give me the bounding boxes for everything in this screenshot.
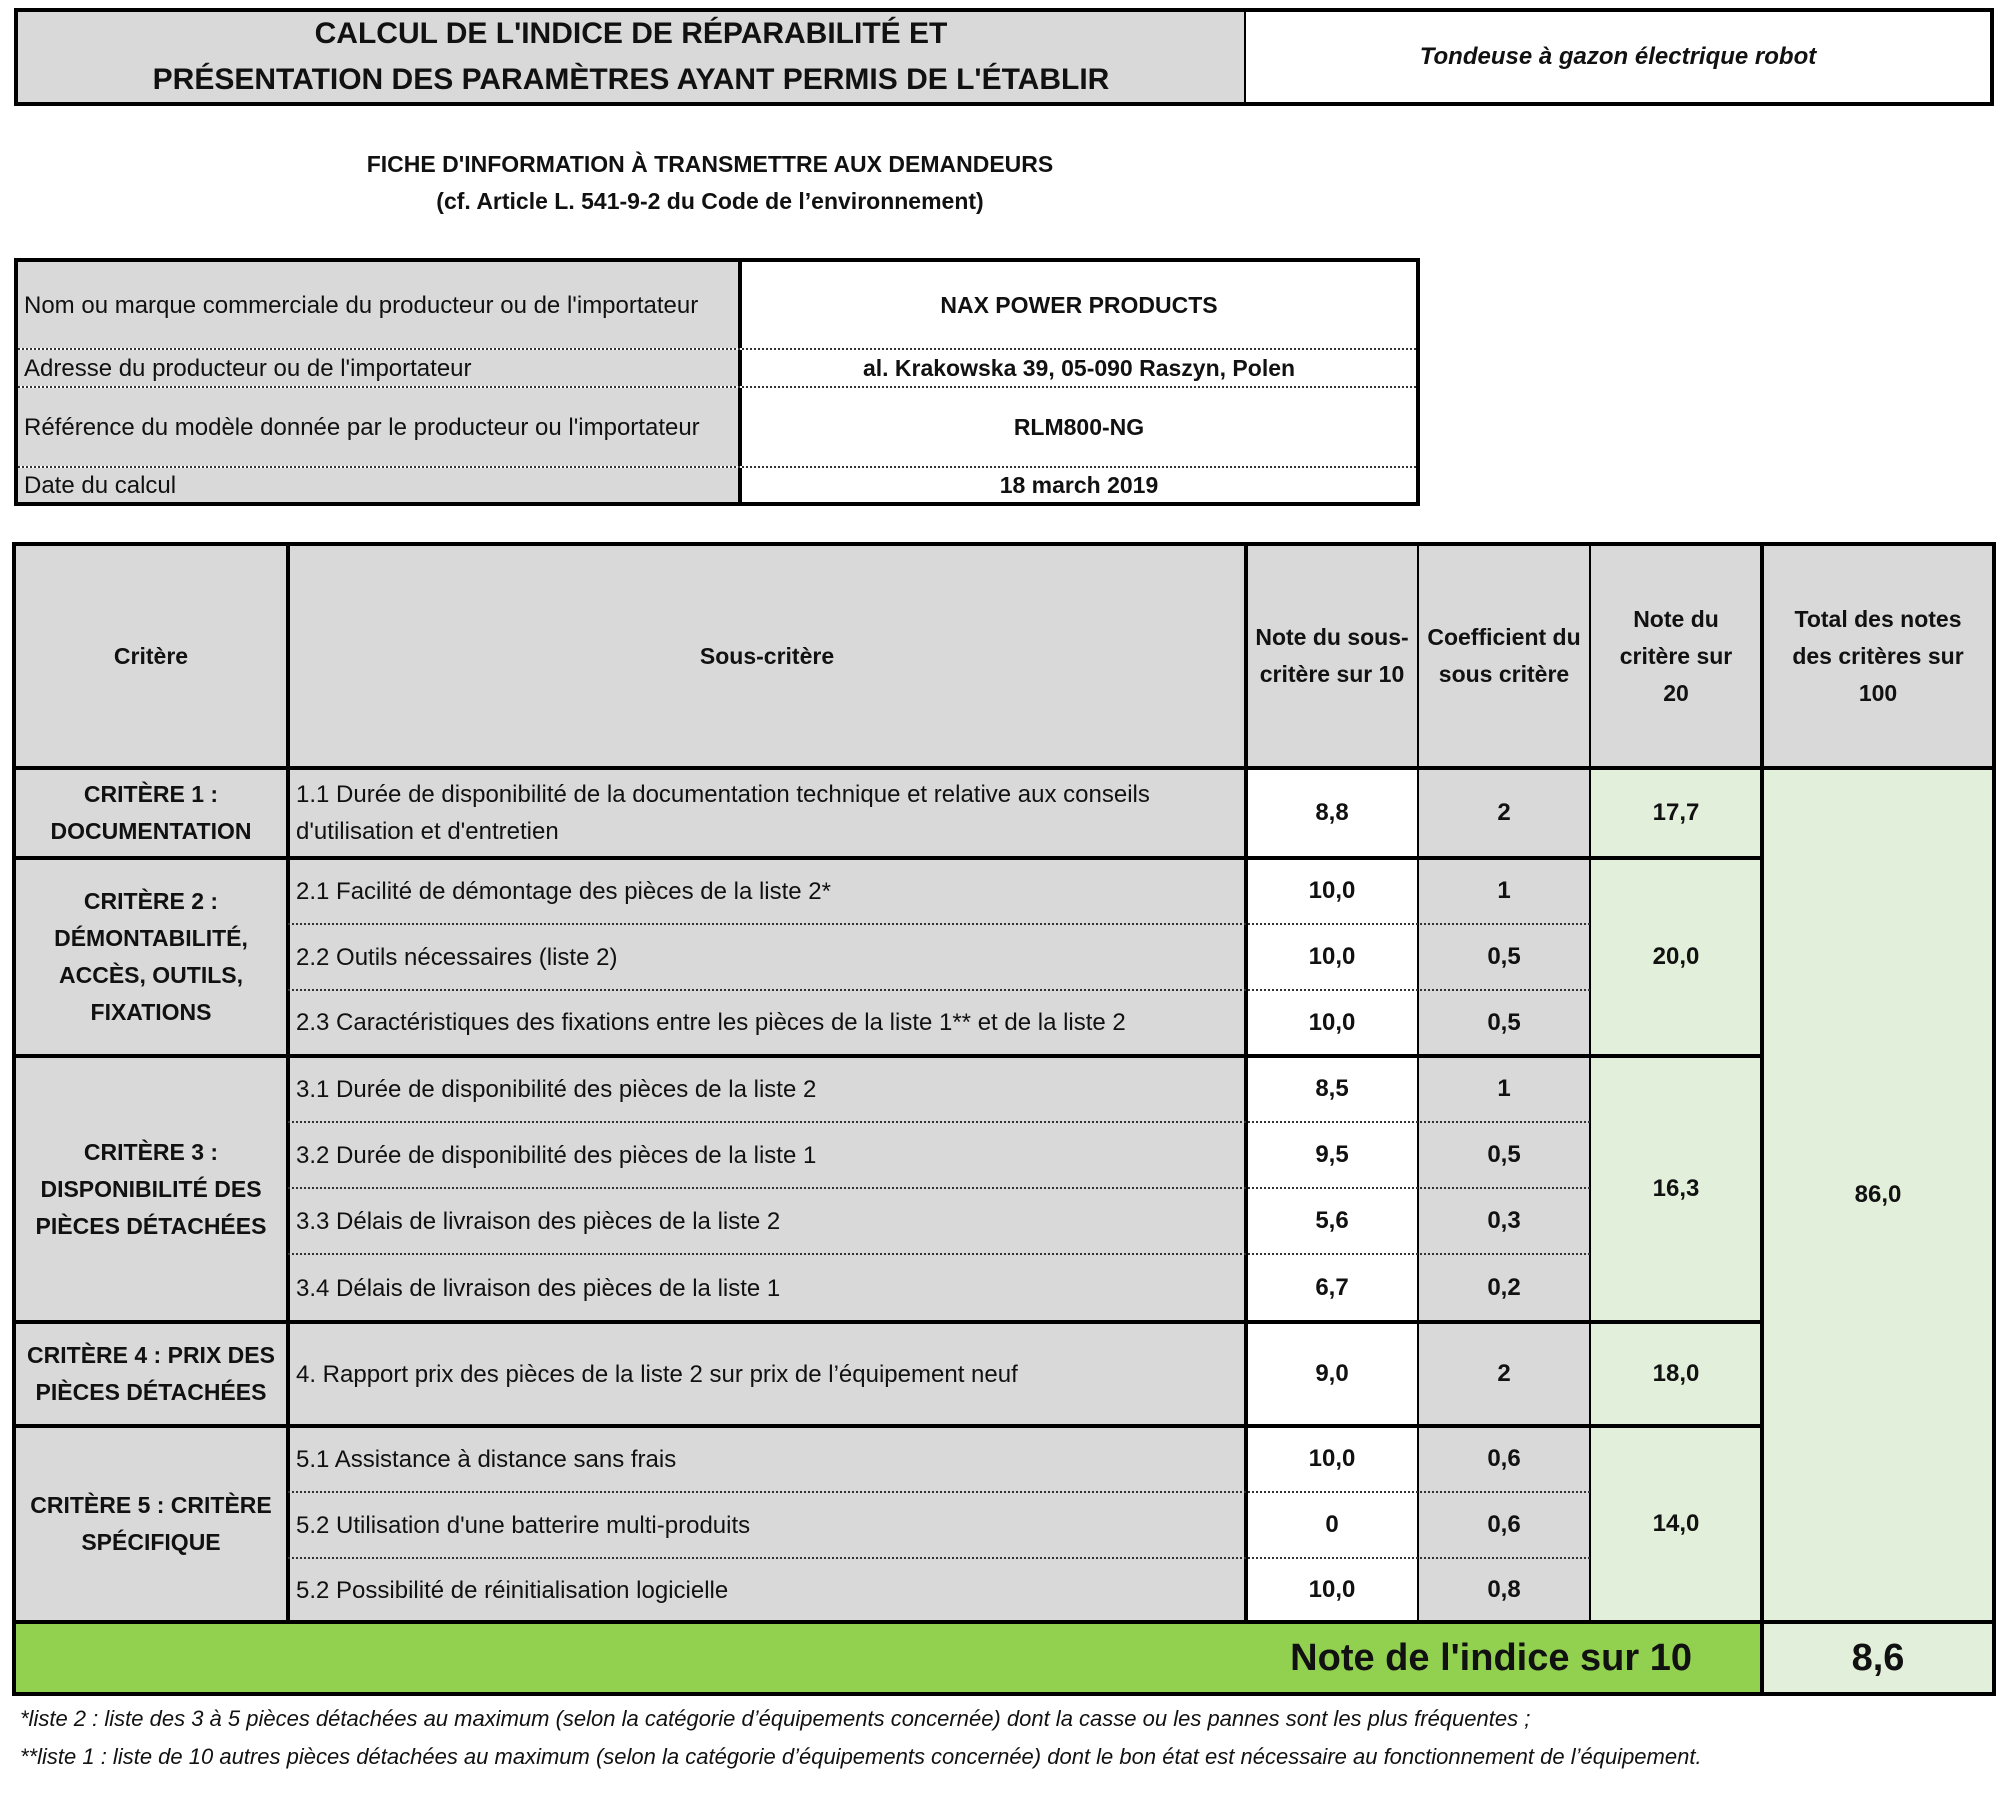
- grid-line: [12, 1054, 1764, 1058]
- subcriterion-text: 5.1 Assistance à distance sans frais: [296, 1445, 677, 1473]
- index-label: [14, 1622, 1762, 1694]
- grid-line: [1244, 544, 1248, 1622]
- producer-info-table: [14, 258, 1420, 506]
- subcriterion-coef: 0,5: [1418, 924, 1590, 990]
- subcriterion-note: 10,0: [1246, 1558, 1418, 1622]
- info-row-address: [18, 350, 1416, 388]
- subcriterion-note: 10,0: [1246, 924, 1418, 990]
- criterion-1-score: 17,7: [1590, 768, 1762, 858]
- grid-line: [12, 1424, 1764, 1428]
- header-sous-critere-text: Sous-critère: [699, 642, 835, 669]
- subcriterion-coef: 0,6: [1418, 1426, 1590, 1492]
- subcriterion-label: [288, 1122, 1246, 1188]
- subcriterion-note: 9,5: [1246, 1122, 1418, 1188]
- header-total-text: Total des notes des critères sur 100: [1792, 605, 1964, 706]
- criterion-3-score: 16,3: [1590, 1056, 1762, 1322]
- index-label-text: Note de l'indice sur 10: [1290, 1636, 1692, 1679]
- subcriterion-text: 5.2 Possibilité de réinitialisation logicielle: [296, 1576, 729, 1604]
- report-title-line2: PRÉSENTATION DES PARAMÈTRES AYANT PERMIS DE L'ÉTABLIR: [152, 63, 1110, 96]
- header-total: [1762, 544, 1994, 768]
- subcriterion-label: [288, 768, 1246, 858]
- info-value: NAX POWER PRODUCTS: [742, 262, 1416, 348]
- subcriterion-text: 5.2 Utilisation d'une batterire multi-produits: [296, 1511, 751, 1539]
- subcriterion-coef: 0,5: [1418, 990, 1590, 1056]
- subcriterion-label: [288, 924, 1246, 990]
- grid-line: [288, 1187, 1590, 1189]
- subcriterion-coef: 1: [1418, 1056, 1590, 1122]
- subcriterion-note: 0: [1246, 1492, 1418, 1558]
- header-coef-text: Coefficient du sous critère: [1427, 624, 1581, 687]
- header-note-sous: [1246, 544, 1418, 768]
- subcriterion-label: [288, 858, 1246, 924]
- footnote-liste-1: **liste 1 : liste de 10 autres pièces détachées au maximum (selon la catégorie d’équipements concernée) dont le bon état est nécessaire au fonctionnement de l’équipement.: [20, 1744, 1702, 1769]
- fiche-subtitle: [200, 146, 1220, 220]
- criterion-4: [14, 1322, 288, 1426]
- subcriterion-coef: 2: [1418, 1322, 1590, 1426]
- subcriterion-note: 10,0: [1246, 858, 1418, 924]
- criterion-name: CRITÈRE 4 : PRIX DES PIÈCES DÉTACHÉES: [27, 1342, 275, 1405]
- criterion-2-score: 20,0: [1590, 858, 1762, 1056]
- index-value: 8,6: [1762, 1622, 1994, 1694]
- fiche-line2: (cf. Article L. 541-9-2 du Code de l’environnement): [436, 188, 984, 214]
- subcriterion-label: [288, 1492, 1246, 1558]
- criterion-1: [14, 768, 288, 858]
- criterion-2: [14, 858, 288, 1056]
- info-value: al. Krakowska 39, 05-090 Raszyn, Polen: [742, 350, 1416, 386]
- grid-line: [12, 1692, 1996, 1696]
- subcriterion-note: 10,0: [1246, 1426, 1418, 1492]
- grid-line: [288, 989, 1590, 991]
- subcriterion-note: 10,0: [1246, 990, 1418, 1056]
- fiche-line1: FICHE D'INFORMATION À TRANSMETTRE AUX DEMANDEURS: [366, 151, 1054, 177]
- footnote-liste-2: *liste 2 : liste des 3 à 5 pièces détachées au maximum (selon la catégorie d’équipements concernée) dont la casse ou les pannes sont les plus fréquentes ;: [20, 1706, 1531, 1731]
- grid-line: [288, 923, 1590, 925]
- subcriterion-label: [288, 1056, 1246, 1122]
- report-title: [14, 8, 1246, 106]
- criterion-4-score: 18,0: [1590, 1322, 1762, 1426]
- subcriterion-text: 3.1 Durée de disponibilité des pièces de la liste 2: [296, 1075, 817, 1103]
- grid-line: [12, 1320, 1764, 1324]
- criterion-3: [14, 1056, 288, 1322]
- grid-line: [1417, 544, 1419, 1622]
- info-row-date: [18, 468, 1416, 502]
- subcriterion-text: 1.1 Durée de disponibilité de la documentation technique et relative aux conseils d'utilisation et d'entretien: [296, 781, 1150, 845]
- info-value: 18 march 2019: [742, 468, 1416, 502]
- subcriterion-text: 2.1 Facilité de démontage des pièces de la liste 2*: [296, 877, 831, 905]
- subcriterion-text: 3.4 Délais de livraison des pièces de la liste 1: [296, 1274, 781, 1302]
- grid-line: [12, 766, 1996, 770]
- info-row-brand: [18, 262, 1416, 350]
- subcriterion-label: [288, 990, 1246, 1056]
- subcriterion-text: 2.2 Outils nécessaires (liste 2): [296, 943, 618, 971]
- subcriterion-coef: 0,6: [1418, 1492, 1590, 1558]
- header-note-critere: [1590, 544, 1762, 768]
- header-note-sous-text: Note du sous-critère sur 10: [1255, 624, 1409, 687]
- subcriterion-coef: 0,2: [1418, 1254, 1590, 1322]
- subcriterion-coef: 0,8: [1418, 1558, 1590, 1622]
- info-label: Nom ou marque commerciale du producteur ou de l'importateur: [18, 262, 742, 348]
- header-sous-critere: [288, 544, 1246, 768]
- product-type-text: Tondeuse à gazon électrique robot: [1419, 43, 1817, 70]
- header-critere-text: Critère: [113, 642, 189, 669]
- grid-line: [288, 1557, 1590, 1559]
- subcriterion-coef: 2: [1418, 768, 1590, 858]
- subcriterion-text: 4. Rapport prix des pièces de la liste 2 sur prix de l’équipement neuf: [296, 1360, 1018, 1388]
- grid-line: [286, 544, 290, 1622]
- subcriterion-text: 3.2 Durée de disponibilité des pièces de la liste 1: [296, 1141, 817, 1169]
- subcriterion-note: 6,7: [1246, 1254, 1418, 1322]
- grid-line: [12, 544, 16, 1694]
- header-note-critere-text: Note du critère sur 20: [1619, 605, 1733, 706]
- info-label: Adresse du producteur ou de l'importateur: [18, 350, 742, 386]
- criterion-name: CRITÈRE 2 : DÉMONTABILITÉ, ACCÈS, OUTILS, FIXATIONS: [54, 888, 248, 1025]
- criterion-name: CRITÈRE 1 : DOCUMENTATION: [50, 781, 252, 844]
- subcriterion-text: 3.3 Délais de livraison des pièces de la liste 2: [296, 1207, 781, 1235]
- subcriterion-note: 9,0: [1246, 1322, 1418, 1426]
- subcriterion-label: [288, 1558, 1246, 1622]
- product-type: [1244, 8, 1994, 106]
- subcriterion-label: [288, 1254, 1246, 1322]
- subcriterion-label: [288, 1188, 1246, 1254]
- info-value: RLM800-NG: [742, 388, 1416, 466]
- subcriterion-text: 2.3 Caractéristiques des fixations entre les pièces de la liste 1** et de la liste 2: [296, 1009, 1126, 1036]
- header-coef: [1418, 544, 1590, 768]
- grid-line: [1992, 544, 1996, 1694]
- grid-line: [288, 1253, 1590, 1255]
- grid-line: [1760, 544, 1764, 1694]
- grid-line: [288, 1491, 1590, 1493]
- grid-line: [288, 1121, 1590, 1123]
- subcriterion-label: [288, 1426, 1246, 1492]
- grid-line: [12, 542, 1996, 546]
- subcriterion-label: [288, 1322, 1246, 1426]
- criterion-5: [14, 1426, 288, 1622]
- criterion-5-score: 14,0: [1590, 1426, 1762, 1622]
- info-label: Référence du modèle donnée par le producteur ou l'importateur: [18, 388, 742, 466]
- subcriterion-note: 8,8: [1246, 768, 1418, 858]
- header-critere: [14, 544, 288, 768]
- info-label: Date du calcul: [18, 468, 742, 502]
- subcriterion-note: 5,6: [1246, 1188, 1418, 1254]
- subcriterion-coef: 0,5: [1418, 1122, 1590, 1188]
- criterion-name: CRITÈRE 5 : CRITÈRE SPÉCIFIQUE: [30, 1492, 272, 1555]
- report-title-line1: CALCUL DE L'INDICE DE RÉPARABILITÉ ET: [314, 17, 948, 50]
- grid-line: [1589, 544, 1591, 1622]
- info-row-model: [18, 388, 1416, 468]
- footnotes: [20, 1700, 1980, 1776]
- subcriterion-note: 8,5: [1246, 1056, 1418, 1122]
- subcriterion-coef: 1: [1418, 858, 1590, 924]
- total-score-100: 86,0: [1762, 768, 1994, 1622]
- criterion-name: CRITÈRE 3 : DISPONIBILITÉ DES PIÈCES DÉTACHÉES: [35, 1138, 267, 1239]
- subcriterion-coef: 0,3: [1418, 1188, 1590, 1254]
- grid-line: [12, 856, 1764, 860]
- grid-line: [12, 1620, 1996, 1624]
